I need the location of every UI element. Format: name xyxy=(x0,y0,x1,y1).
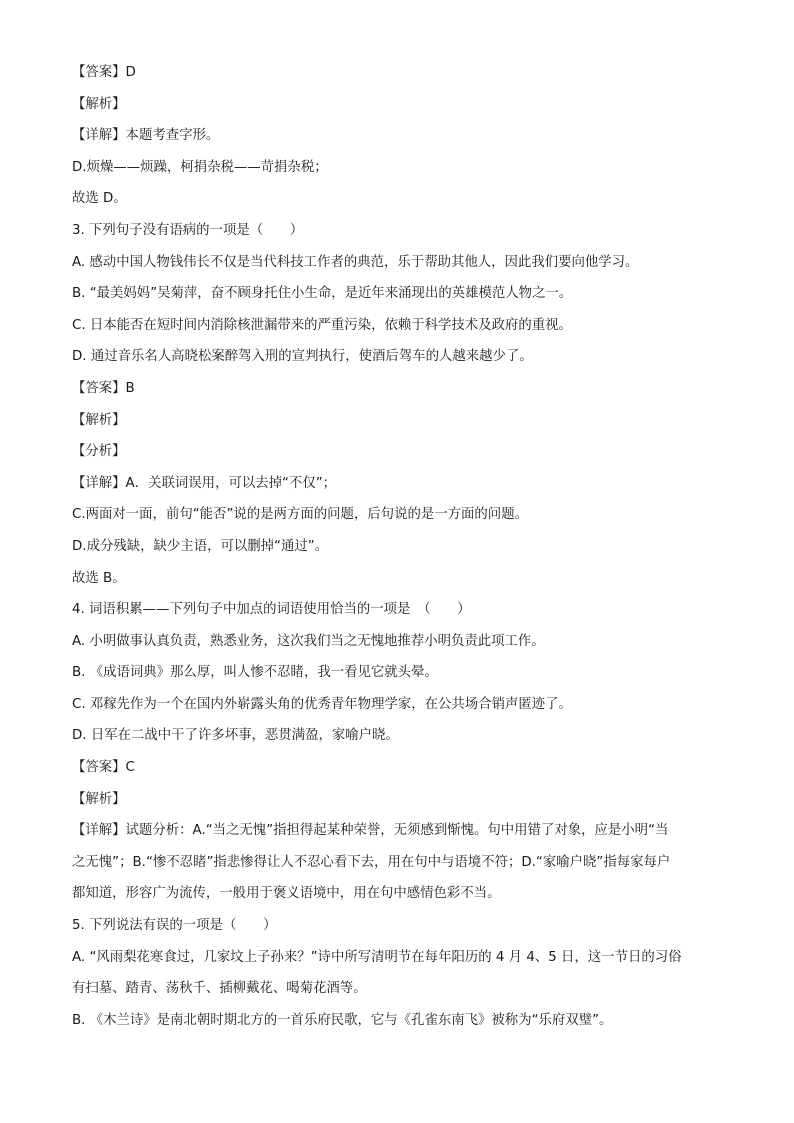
detail-text: 都知道，形容广为流传，一般用于褒义语境中，用在句中感情色彩不当。 xyxy=(72,886,501,902)
detail-text: 【详解】试题分析：A.“当之无愧”指担得起某种荣誉，无须感到惭愧。句中用错了对象，应是小明“当 xyxy=(72,823,669,839)
analysis-label: 【解析】 xyxy=(72,412,126,428)
detail-text: D.成分残缺，缺少主语，可以删掉“通过”。 xyxy=(72,538,329,554)
question-stem: 3. 下列句子没有语病的一项是（ ） xyxy=(72,222,304,238)
conclusion-text: 故选 B。 xyxy=(72,570,126,586)
option-text: B. 《木兰诗》是南北朝时期北方的一首乐府民歌，它与《孔雀东南飞》被称为“乐府双璧”。 xyxy=(72,1012,613,1028)
detail-text: D.烦燥——烦躁，柯捐杂税——苛捐杂税； xyxy=(72,159,328,175)
analysis-label: 【解析】 xyxy=(72,96,126,112)
option-text: C. 邓稼先作为一个在国内外崭露头角的优秀青年物理学家，在公共场合销声匿迹了。 xyxy=(72,696,572,712)
answer-label: 【答案】B xyxy=(72,380,135,396)
document-body xyxy=(72,62,732,1041)
option-text: A. 感动中国人物钱伟长不仅是当代科技工作者的典范，乐于帮助其他人，因此我们要向他学习。 xyxy=(72,254,639,270)
answer-label: 【答案】C xyxy=(72,760,135,776)
option-text: A. 小明做事认真负责，熟悉业务，这次我们当之无愧地推荐小明负责此项工作。 xyxy=(72,633,545,649)
answer-label: 【答案】D xyxy=(72,65,136,80)
option-text: B. “最美妈妈”吴菊萍，奋不顾身托住小生命，是近年来涌现出的英雄模范人物之一。 xyxy=(72,286,573,302)
option-text: D. 通过音乐名人高晓松案醉驾入刑的宣判执行，使酒后驾车的人越来越少了。 xyxy=(72,349,533,365)
option-text: A. “风雨梨花寒食过，几家坟上子孙来？”诗中所写清明节在每年阳历的 4 月 4、5 日，这一节日的习俗 xyxy=(72,949,682,965)
conclusion-text: 故选 D。 xyxy=(72,191,127,207)
detail-text: 【详解】本题考查字形。 xyxy=(72,128,220,144)
question-stem: 4. 词语积累——下列句子中加点的词语使用恰当的一项是 （ ） xyxy=(72,602,471,618)
detail-text: 【详解】A．关联词误用，可以去掉“不仅”； xyxy=(72,475,337,491)
option-text: C. 日本能否在短时间内消除核泄漏带来的严重污染，依赖于科学技术及政府的重视。 xyxy=(72,317,572,333)
analysis-sub-label: 【分析】 xyxy=(72,444,126,460)
detail-text: 之无愧”；B.“惨不忍睹”指悲惨得让人不忍心看下去，用在句中与语境不符；D.“家喻户晓”指每家每户 xyxy=(72,854,671,870)
option-text: 有扫墓、踏青、荡秋千、插柳戴花、喝菊花酒等。 xyxy=(72,981,367,997)
option-text: B. 《成语词典》那么厚，叫人惨不忍睹，我一看见它就头晕。 xyxy=(72,665,438,681)
detail-text: C.两面对一面，前句“能否”说的是两方面的问题，后句说的是一方面的问题。 xyxy=(72,507,528,523)
question-stem: 5. 下列说法有误的一项是（ ） xyxy=(72,918,277,934)
option-text: D. 日军在二战中干了许多坏事，恶贯满盈，家喻户晓。 xyxy=(72,728,399,744)
analysis-label: 【解析】 xyxy=(72,791,126,807)
